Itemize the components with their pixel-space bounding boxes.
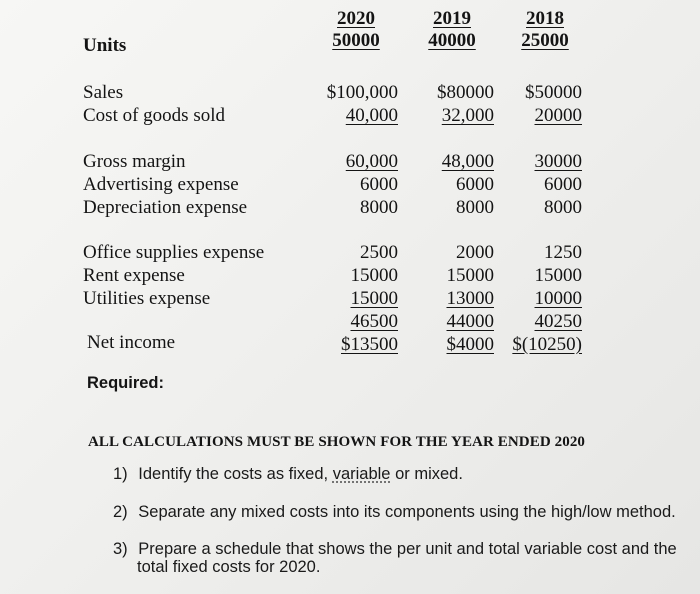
depreciation-2018: 8000: [544, 197, 582, 218]
step-1-text-start: Identify the costs as fixed,: [138, 465, 333, 483]
instruction-heading: ALL CALCULATIONS MUST BE SHOWN FOR THE YEAR ENDED 2020: [88, 434, 586, 450]
year-2018: 2018: [526, 8, 564, 29]
total-expenses-2018: 40250: [534, 311, 582, 332]
advertising-2019: 6000: [456, 174, 494, 195]
step-1: [113, 465, 463, 484]
col-2018-group-margin: [500, 150, 582, 219]
label-utilities: Utilities expense: [83, 288, 211, 309]
col-2018-group-expenses: [500, 241, 582, 356]
step-2: [113, 503, 676, 522]
cogs-2019: 32,000: [441, 105, 494, 126]
net-income-2020: $13500: [341, 334, 398, 355]
utilities-2018: 10000: [534, 288, 582, 309]
label-office-supplies: Office supplies expense: [83, 242, 265, 263]
label-advertising: Advertising expense: [83, 174, 239, 195]
rent-2020: 15000: [350, 265, 398, 286]
rent-2019: 15000: [446, 265, 494, 286]
office-2019: 2000: [456, 242, 494, 263]
units-2019: 40000: [428, 30, 476, 51]
step-1-text-end: or mixed.: [390, 465, 463, 483]
office-2018: 1250: [544, 242, 582, 263]
gross-margin-2020: 60,000: [345, 151, 398, 172]
step-3-number: 3): [113, 540, 128, 558]
step-2-text: Separate any mixed costs into its components using the high/low method.: [138, 503, 676, 521]
label-gross-margin: Gross margin: [83, 151, 186, 172]
step-3-text-line1: Prepare a schedule that shows the per unit and total variable cost and the: [138, 540, 677, 558]
col-2019-group-sales: [410, 81, 494, 127]
advertising-2020: 6000: [360, 174, 398, 195]
cogs-2018: 20000: [534, 105, 582, 126]
year-2020: 2020: [337, 8, 375, 29]
sales-2019: $80000: [437, 82, 494, 103]
net-income-2019: $4000: [446, 334, 494, 355]
office-2020: 2500: [360, 242, 398, 263]
required-heading: Required:: [87, 374, 165, 392]
rent-2018: 15000: [534, 265, 582, 286]
label-group-margin: [83, 150, 247, 219]
units-2018: 25000: [521, 30, 569, 51]
units-2020: 50000: [332, 30, 380, 51]
sales-2020: $100,000: [326, 82, 398, 103]
label-depreciation: Depreciation expense: [83, 197, 248, 218]
advertising-2018: 6000: [544, 174, 582, 195]
step-2-number: 2): [113, 503, 128, 521]
step-1-emphasis: variable: [332, 465, 391, 483]
total-expenses-2019: 44000: [446, 311, 494, 332]
total-expenses-2020: 46500: [350, 311, 398, 332]
gross-margin-2018: 30000: [534, 151, 582, 172]
step-1-number: 1): [113, 465, 128, 483]
gross-margin-2019: 48,000: [441, 151, 494, 172]
col-2020-group-expenses: [300, 241, 398, 356]
year-2019: 2019: [433, 8, 471, 29]
label-rent: Rent expense: [83, 265, 185, 286]
utilities-2020: 15000: [350, 288, 398, 309]
col-2020-group-sales: [300, 81, 398, 127]
depreciation-2020: 8000: [360, 197, 398, 218]
label-sales: Sales: [83, 82, 124, 103]
year-2019-header: [421, 8, 483, 52]
utilities-2019: 13000: [446, 288, 494, 309]
step-3: [113, 540, 677, 559]
col-2018-group-sales: [500, 81, 582, 127]
label-net-income: Net income: [87, 332, 176, 353]
col-2020-group-margin: [300, 150, 398, 219]
col-2019-group-margin: [410, 150, 494, 219]
label-cogs: Cost of goods sold: [83, 105, 225, 126]
step-3-line2: total fixed costs for 2020.: [137, 558, 321, 576]
units-label: Units: [83, 35, 127, 56]
label-group-expenses: [83, 241, 264, 310]
year-2020-header: [325, 8, 387, 52]
net-income-2018: $(10250): [512, 334, 582, 355]
year-2018-header: [514, 8, 576, 52]
depreciation-2019: 8000: [456, 197, 494, 218]
cogs-2020: 40,000: [345, 105, 398, 126]
sales-2018: $50000: [525, 82, 582, 103]
label-group-sales: [83, 81, 225, 127]
col-2019-group-expenses: [410, 241, 494, 356]
